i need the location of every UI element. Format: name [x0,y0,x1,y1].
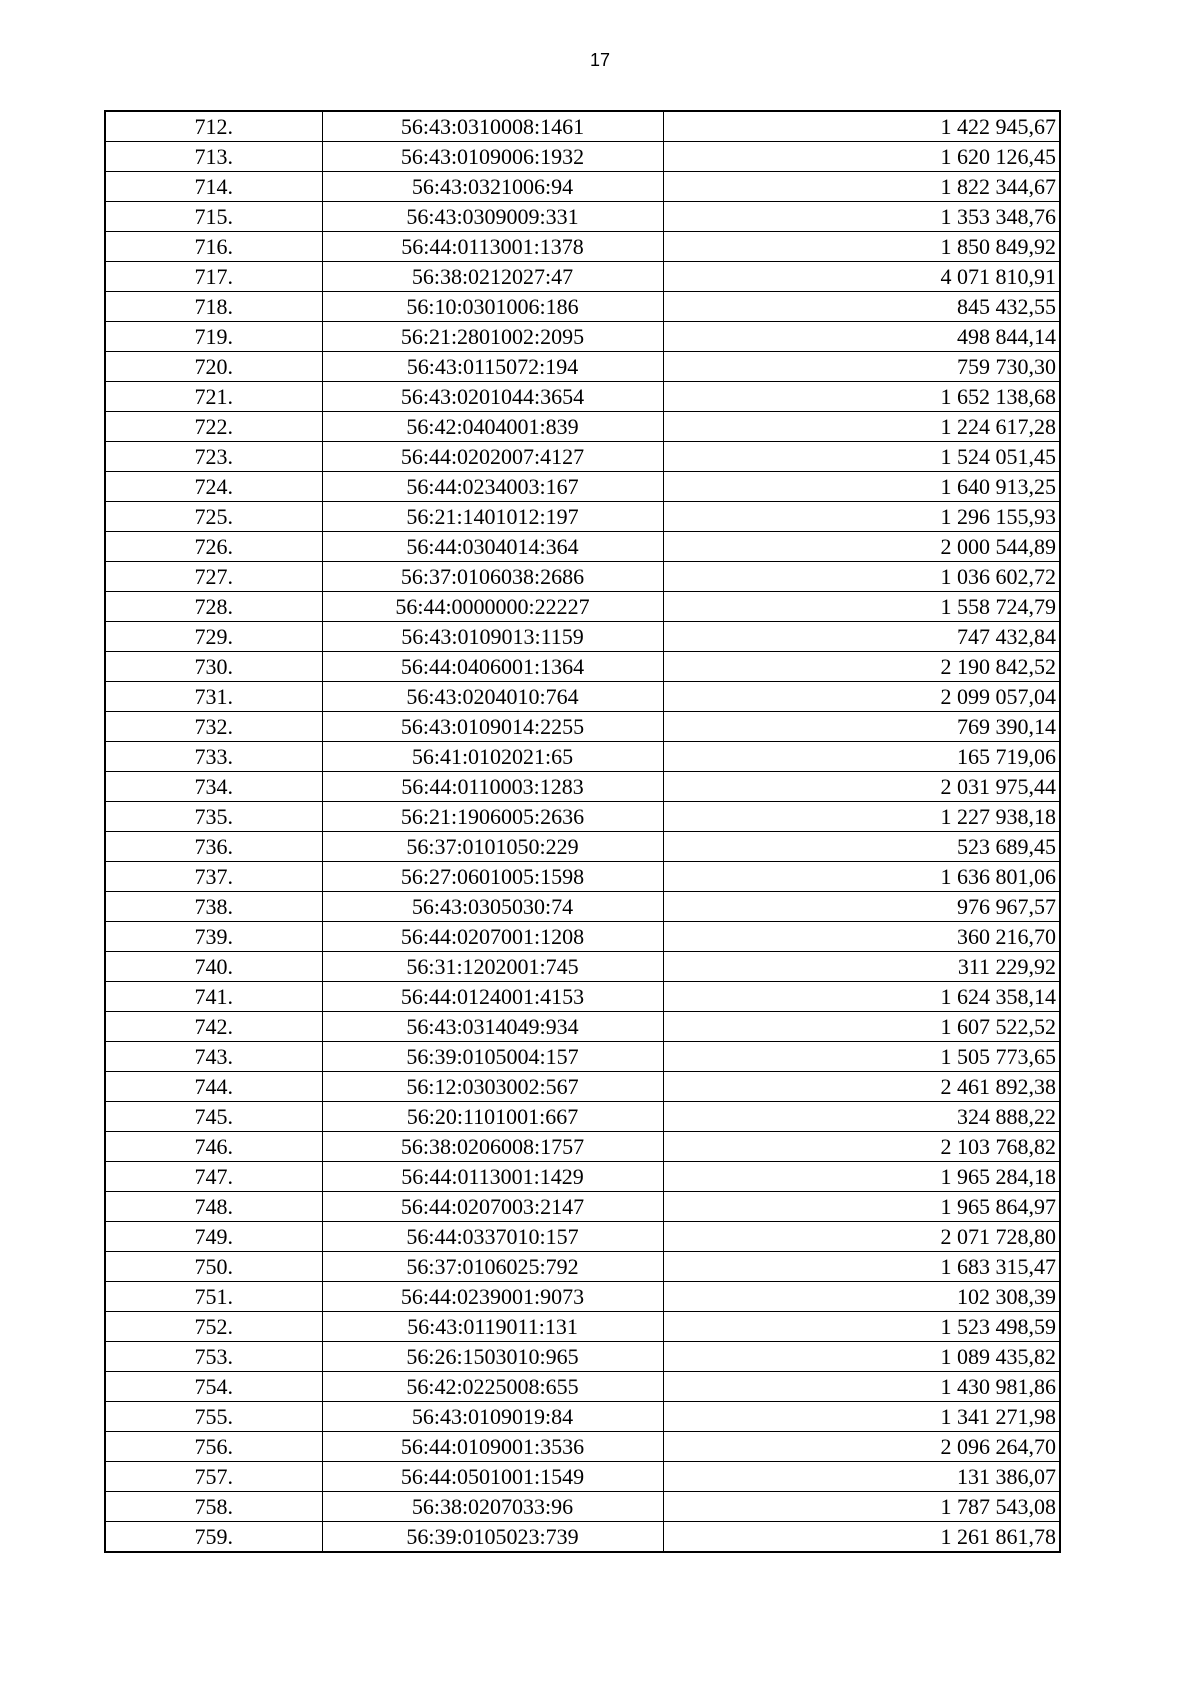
row-number-cell: 721. [105,382,322,412]
cadastral-value-cell: 1 822 344,67 [663,172,1060,202]
cadastral-number-cell: 56:44:0406001:1364 [322,652,663,682]
cadastral-value-cell: 102 308,39 [663,1282,1060,1312]
cadastral-number-cell: 56:43:0109006:1932 [322,142,663,172]
cadastral-number-cell: 56:43:0314049:934 [322,1012,663,1042]
cadastral-value-cell: 1 620 126,45 [663,142,1060,172]
row-number-cell: 743. [105,1042,322,1072]
row-number-cell: 724. [105,472,322,502]
row-number-cell: 749. [105,1222,322,1252]
table-row [105,1522,1060,1553]
cadastral-number-cell: 56:37:0106025:792 [322,1252,663,1282]
cadastral-number-cell: 56:44:0337010:157 [322,1222,663,1252]
cadastral-number-cell: 56:37:0101050:229 [322,832,663,862]
row-number-cell: 732. [105,712,322,742]
row-number-cell: 730. [105,652,322,682]
table-row [105,412,1060,442]
table-body [105,111,1060,1552]
row-number-cell: 759. [105,1522,322,1553]
row-number-cell: 746. [105,1132,322,1162]
table-row [105,1102,1060,1132]
table-row [105,472,1060,502]
table-row [105,712,1060,742]
row-number-cell: 716. [105,232,322,262]
cadastral-number-cell: 56:44:0207001:1208 [322,922,663,952]
cadastral-number-cell: 56:20:1101001:667 [322,1102,663,1132]
row-number-cell: 753. [105,1342,322,1372]
cadastral-number-cell: 56:44:0109001:3536 [322,1432,663,1462]
cadastral-value-cell: 498 844,14 [663,322,1060,352]
cadastral-value-cell: 747 432,84 [663,622,1060,652]
cadastral-number-cell: 56:39:0105004:157 [322,1042,663,1072]
table-row [105,952,1060,982]
row-number-cell: 745. [105,1102,322,1132]
cadastral-value-cell: 2 099 057,04 [663,682,1060,712]
cadastral-value-cell: 523 689,45 [663,832,1060,862]
row-number-cell: 713. [105,142,322,172]
cadastral-value-cell: 2 190 842,52 [663,652,1060,682]
row-number-cell: 755. [105,1402,322,1432]
table-row [105,1312,1060,1342]
table-row [105,622,1060,652]
row-number-cell: 712. [105,111,322,142]
cadastral-number-cell: 56:43:0109019:84 [322,1402,663,1432]
row-number-cell: 747. [105,1162,322,1192]
table-row [105,352,1060,382]
row-number-cell: 740. [105,952,322,982]
cadastral-number-cell: 56:38:0212027:47 [322,262,663,292]
table-row [105,982,1060,1012]
cadastral-value-cell: 165 719,06 [663,742,1060,772]
row-number-cell: 741. [105,982,322,1012]
table-row [105,1252,1060,1282]
cadastral-value-cell: 1 353 348,76 [663,202,1060,232]
cadastral-value-cell: 1 524 051,45 [663,442,1060,472]
cadastral-value-cell: 1 296 155,93 [663,502,1060,532]
table-row [105,1042,1060,1072]
table-row [105,232,1060,262]
cadastral-number-cell: 56:43:0204010:764 [322,682,663,712]
cadastral-number-cell: 56:43:0119011:131 [322,1312,663,1342]
cadastral-value-cell: 360 216,70 [663,922,1060,952]
table-row [105,682,1060,712]
cadastral-value-table [104,110,1061,1553]
cadastral-number-cell: 56:44:0113001:1378 [322,232,663,262]
cadastral-value-cell: 1 652 138,68 [663,382,1060,412]
cadastral-value-cell: 1 850 849,92 [663,232,1060,262]
cadastral-number-cell: 56:42:0404001:839 [322,412,663,442]
cadastral-value-cell: 2 071 728,80 [663,1222,1060,1252]
cadastral-value-cell: 1 089 435,82 [663,1342,1060,1372]
table-row [105,1492,1060,1522]
cadastral-number-cell: 56:37:0106038:2686 [322,562,663,592]
table-row [105,202,1060,232]
row-number-cell: 742. [105,1012,322,1042]
row-number-cell: 737. [105,862,322,892]
cadastral-value-cell: 1 505 773,65 [663,1042,1060,1072]
table-row [105,592,1060,622]
table-row [105,172,1060,202]
row-number-cell: 758. [105,1492,322,1522]
cadastral-number-cell: 56:26:1503010:965 [322,1342,663,1372]
table-row [105,922,1060,952]
cadastral-value-cell: 1 640 913,25 [663,472,1060,502]
cadastral-number-cell: 56:44:0124001:4153 [322,982,663,1012]
cadastral-value-cell: 324 888,22 [663,1102,1060,1132]
table-row [105,1462,1060,1492]
row-number-cell: 720. [105,352,322,382]
cadastral-number-cell: 56:43:0201044:3654 [322,382,663,412]
cadastral-value-cell: 769 390,14 [663,712,1060,742]
table-row [105,1432,1060,1462]
cadastral-number-cell: 56:12:0303002:567 [322,1072,663,1102]
table-row [105,1012,1060,1042]
cadastral-number-cell: 56:21:2801002:2095 [322,322,663,352]
cadastral-value-cell: 1 224 617,28 [663,412,1060,442]
cadastral-value-cell: 1 683 315,47 [663,1252,1060,1282]
cadastral-number-cell: 56:38:0206008:1757 [322,1132,663,1162]
table-row [105,772,1060,802]
cadastral-value-cell: 1 787 543,08 [663,1492,1060,1522]
row-number-cell: 715. [105,202,322,232]
table-row [105,1282,1060,1312]
cadastral-value-cell: 1 422 945,67 [663,111,1060,142]
cadastral-number-cell: 56:42:0225008:655 [322,1372,663,1402]
cadastral-number-cell: 56:44:0113001:1429 [322,1162,663,1192]
cadastral-value-cell: 311 229,92 [663,952,1060,982]
cadastral-number-cell: 56:44:0239001:9073 [322,1282,663,1312]
row-number-cell: 725. [105,502,322,532]
table-row [105,1372,1060,1402]
cadastral-number-cell: 56:44:0000000:22227 [322,592,663,622]
cadastral-number-cell: 56:10:0301006:186 [322,292,663,322]
cadastral-number-cell: 56:27:0601005:1598 [322,862,663,892]
cadastral-value-cell: 1 607 522,52 [663,1012,1060,1042]
cadastral-value-cell: 131 386,07 [663,1462,1060,1492]
cadastral-number-cell: 56:38:0207033:96 [322,1492,663,1522]
table-row [105,862,1060,892]
table-row [105,1072,1060,1102]
row-number-cell: 735. [105,802,322,832]
row-number-cell: 756. [105,1432,322,1462]
row-number-cell: 727. [105,562,322,592]
cadastral-value-cell: 1 624 358,14 [663,982,1060,1012]
table-row [105,292,1060,322]
table-row [105,1402,1060,1432]
cadastral-value-cell: 2 000 544,89 [663,532,1060,562]
row-number-cell: 736. [105,832,322,862]
cadastral-value-cell: 1 430 981,86 [663,1372,1060,1402]
cadastral-value-cell: 1 261 861,78 [663,1522,1060,1553]
cadastral-value-cell: 976 967,57 [663,892,1060,922]
table-row [105,322,1060,352]
row-number-cell: 750. [105,1252,322,1282]
table-row [105,892,1060,922]
table-row [105,262,1060,292]
cadastral-value-cell: 2 096 264,70 [663,1432,1060,1462]
cadastral-value-cell: 1 227 938,18 [663,802,1060,832]
table-row [105,1192,1060,1222]
cadastral-number-cell: 56:43:0115072:194 [322,352,663,382]
cadastral-value-cell: 2 461 892,38 [663,1072,1060,1102]
cadastral-number-cell: 56:43:0310008:1461 [322,111,663,142]
cadastral-number-cell: 56:21:1401012:197 [322,502,663,532]
row-number-cell: 731. [105,682,322,712]
cadastral-number-cell: 56:44:0501001:1549 [322,1462,663,1492]
row-number-cell: 738. [105,892,322,922]
cadastral-value-cell: 1 965 864,97 [663,1192,1060,1222]
cadastral-number-cell: 56:44:0234003:167 [322,472,663,502]
row-number-cell: 718. [105,292,322,322]
row-number-cell: 744. [105,1072,322,1102]
cadastral-number-cell: 56:43:0109014:2255 [322,712,663,742]
cadastral-value-cell: 845 432,55 [663,292,1060,322]
cadastral-value-cell: 1 036 602,72 [663,562,1060,592]
cadastral-number-cell: 56:43:0309009:331 [322,202,663,232]
table-row [105,1342,1060,1372]
table-row [105,562,1060,592]
cadastral-value-cell: 1 965 284,18 [663,1162,1060,1192]
table-row [105,1222,1060,1252]
table-row [105,111,1060,142]
row-number-cell: 754. [105,1372,322,1402]
cadastral-number-cell: 56:31:1202001:745 [322,952,663,982]
row-number-cell: 728. [105,592,322,622]
cadastral-number-cell: 56:44:0304014:364 [322,532,663,562]
table-row [105,802,1060,832]
cadastral-value-cell: 1 341 271,98 [663,1402,1060,1432]
table-row [105,652,1060,682]
cadastral-number-cell: 56:44:0110003:1283 [322,772,663,802]
table-row [105,742,1060,772]
row-number-cell: 714. [105,172,322,202]
cadastral-value-cell: 2 103 768,82 [663,1132,1060,1162]
row-number-cell: 722. [105,412,322,442]
cadastral-value-cell: 759 730,30 [663,352,1060,382]
table-row [105,442,1060,472]
cadastral-value-cell: 1 558 724,79 [663,592,1060,622]
cadastral-value-cell: 1 523 498,59 [663,1312,1060,1342]
row-number-cell: 719. [105,322,322,352]
row-number-cell: 733. [105,742,322,772]
row-number-cell: 757. [105,1462,322,1492]
cadastral-value-cell: 1 636 801,06 [663,862,1060,892]
row-number-cell: 717. [105,262,322,292]
row-number-cell: 723. [105,442,322,472]
table-row [105,1162,1060,1192]
row-number-cell: 729. [105,622,322,652]
row-number-cell: 752. [105,1312,322,1342]
row-number-cell: 751. [105,1282,322,1312]
cadastral-number-cell: 56:39:0105023:739 [322,1522,663,1553]
table-row [105,1132,1060,1162]
page-number: 17 [589,50,611,70]
cadastral-number-cell: 56:44:0207003:2147 [322,1192,663,1222]
row-number-cell: 734. [105,772,322,802]
table-row [105,382,1060,412]
cadastral-number-cell: 56:44:0202007:4127 [322,442,663,472]
row-number-cell: 748. [105,1192,322,1222]
row-number-cell: 726. [105,532,322,562]
table-row [105,142,1060,172]
table-row [105,502,1060,532]
cadastral-number-cell: 56:41:0102021:65 [322,742,663,772]
cadastral-value-cell: 2 031 975,44 [663,772,1060,802]
cadastral-value-cell: 4 071 810,91 [663,262,1060,292]
table-row [105,532,1060,562]
cadastral-number-cell: 56:43:0305030:74 [322,892,663,922]
cadastral-number-cell: 56:21:1906005:2636 [322,802,663,832]
cadastral-number-cell: 56:43:0109013:1159 [322,622,663,652]
row-number-cell: 739. [105,922,322,952]
table-row [105,832,1060,862]
cadastral-number-cell: 56:43:0321006:94 [322,172,663,202]
